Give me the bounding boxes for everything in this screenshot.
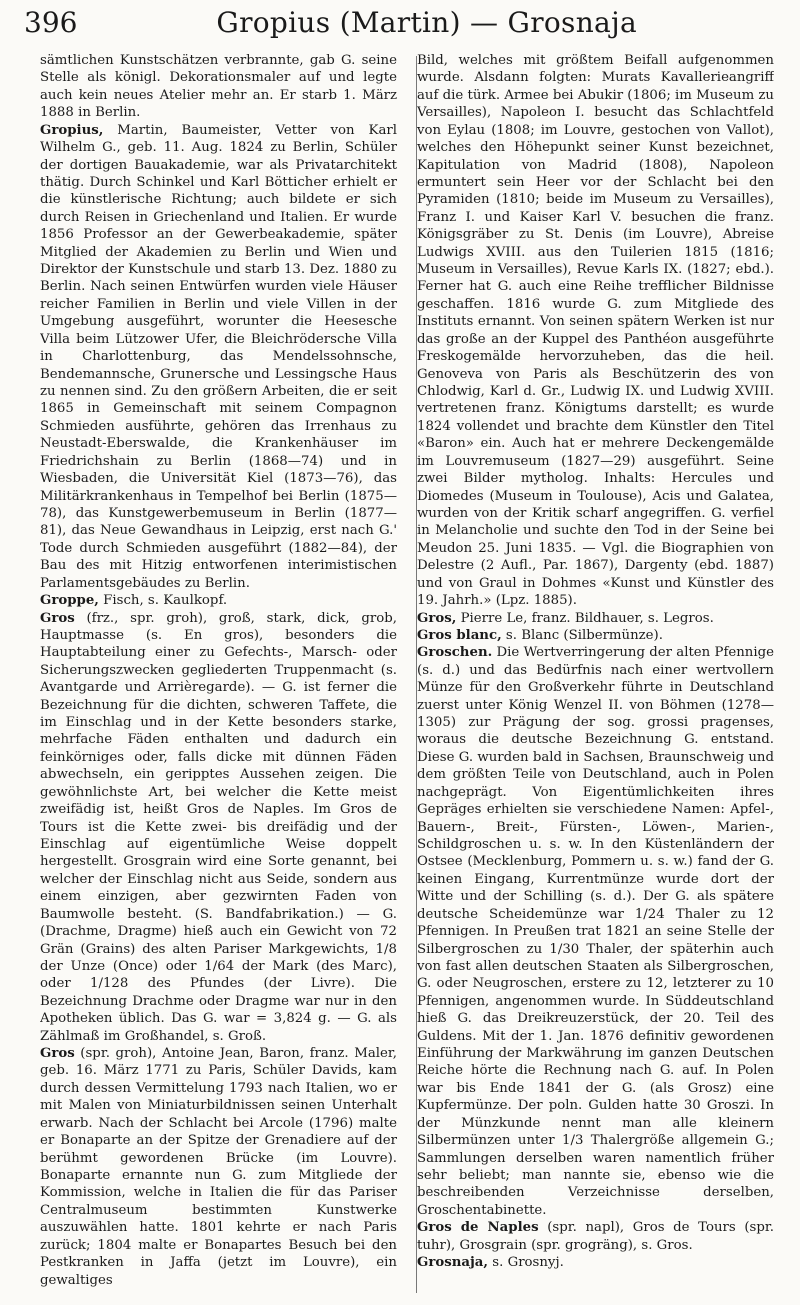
entry bbox=[40, 1045, 397, 1289]
entry bbox=[417, 610, 774, 627]
entry bbox=[417, 627, 774, 644]
page-number: 396 bbox=[24, 6, 78, 39]
entry-text: sämtlichen Kunstschätzen verbrannte, gab G. seine Stelle als königl. Dekorationsmaler auf und legte auch kein neues Atelier mehr an. Er starb 1. März 1888 in Berlin. bbox=[40, 53, 397, 121]
entry-headword: Groppe, bbox=[40, 593, 99, 609]
entry bbox=[40, 122, 397, 592]
entry-headword: Gros blanc, bbox=[417, 627, 502, 643]
entry-text: (spr. napl), Gros de Tours (spr. tuhr), Grosgrain (spr. grogräng), s. Gros. bbox=[417, 1220, 774, 1253]
entry-text: (frz., spr. groh), groß, stark, dick, grob, Hauptmasse (s. En gros), besonders die Hauptabteilung einer zu Gefechts-, Marsch- oder Sicherungszwecken gegliederten Truppenmacht (s. Avantgarde und Arrièregarde). — G. ist ferner die Bezeichnung für die dichten, schweren Taffete, die im Einschlag und in der Kette besonders starke, mehrfache Fäden enthalten und dadurch ein feinkörniges oder, falls dicke mit dünnen Fäden abwechseln, ein geripptes Aussehen zeigen. Die gewöhnlichste Art, bei welcher die Kette meist zweifädig ist, heißt Gros de Naples. Im Gros de Tours ist die Kette zwei- bis dreifädig und der Einschlag auf eigentümliche Weise doppelt hergestellt. Grosgrain wird eine Sorte genannt, bei welcher der Einschlag nicht aus Seide, sondern aus einem einzigen, aber gezwirnten Faden von Baumwolle besteht. (S. Bandfabrikation.) — G. (Drachme, Dragme) hieß auch ein Gewicht von 72 Grän (Grains) des alten Pariser Markgewichts, 1/8 der Unze (Once) oder 1/64 der Mark (des Marc), oder 1/128 des Pfundes (der Livre). Die Bezeichnung Drachme oder Dragme war nur in den Apotheken üblich. Das G. war = 3,824 g. — G. als Zählmaß im Großhandel, s. Groß. bbox=[40, 610, 397, 1044]
entry-text: Die Wertverringerung der alten Pfennige (s. d.) und das Bedürfnis nach einer wertvollern Münze für den Großverkehr führte in Deutschland zuerst unter König Wenzel II. von Böhmen (1278—1305) zur Prägung der sog. grossi pragenses, woraus die deutsche Bezeichnung G. entstand. Diese G. wurden bald in Sachsen, Braunschweig und dem größten Teile von Deutschland, auch in Polen nachgeprägt. Von Eigentümlichkeiten ihres Gepräges erhielten sie verschiedene Namen: Apfel-, Bauern-, Breit-, Fürsten-, Löwen-, Marien-, Schildgroschen u. s. w. In den Küstenländern der Ostsee (Mecklenburg, Pommern u. s. w.) fand der G. keinen Eingang, Kurrentmünze wurde dort der Witte und der Schilling (s. d.). Der G. als spätere deutsche Scheidemünze war 1/24 Thaler zu 12 Pfennigen. In Preußen trat 1821 an seine Stelle der Silbergroschen zu 1/30 Thaler, der späterhin auch von fast allen deutschen Staaten als Silbergroschen, G. oder Neugroschen, erstere zu 12, letzterer zu 10 Pfennigen, angenommen wurde. In Süddeutschland hieß G. das Dreikreuzerstück, der 20. Teil des Guldens. Mit der 1. Jan. 1876 definitiv gewordenen Einführung der Markwährung im ganzen Deutschen Reiche hörte die Rechnung nach G. auf. In Polen war bis Ende 1841 der G. (als Grosz) eine Kupfermünze. Der poln. Gulden hatte 30 Groszi. In der Münzkunde nennt man alle kleinern Silbermünzen unter 1/3 Thalergröße allgemein G.; Sammlungen derselben waren namentlich früher sehr beliebt; man nannte sie, ebenso wie die beschreibenden Verzeichnisse derselben, Groschentabinette. bbox=[417, 645, 774, 1218]
entry-headword: Gros de Naples bbox=[417, 1220, 539, 1236]
entry-text: Pierre Le, franz. Bildhauer, s. Legros. bbox=[456, 610, 714, 626]
page-header bbox=[24, 6, 776, 50]
entry-text: Fisch, s. Kaulkopf. bbox=[98, 593, 228, 609]
entry-headword: Groschen. bbox=[417, 645, 493, 661]
entry-headword: Gros bbox=[40, 610, 75, 626]
entry-headword: Gros, bbox=[417, 610, 457, 626]
entry bbox=[40, 592, 397, 609]
running-head: Gropius (Martin) — Grosnaja bbox=[216, 6, 638, 39]
text-columns bbox=[40, 52, 774, 1295]
entry-headword: Gropius, bbox=[40, 122, 104, 138]
entry-headword: Grosnaja, bbox=[417, 1255, 489, 1271]
entry-text: s. Grosnyj. bbox=[488, 1255, 564, 1271]
entry bbox=[40, 610, 397, 1046]
right-column bbox=[417, 52, 774, 1295]
entry bbox=[417, 1219, 774, 1254]
entry-text: Bild, welches mit größtem Beifall aufgenommen wurde. Alsdann folgten: Murats Kavallerieangriff auf die türk. Armee bei Abukir (1806; im Museum zu Versailles), Napoleon I. besucht das Schlachtfeld von Eylau (1808; im Louvre, gestochen von Vallot), welches den Höhepunkt seiner Kunst bezeichnet, Kapitulation von Madrid (1808), Napoleon ermuntert sein Heer vor der Schlacht bei den Pyramiden (1810; beide im Museum zu Versailles), Franz I. und Kaiser Karl V. besuchen die franz. Königsgräber zu St. Denis (im Louvre), Abreise Ludwigs XVIII. aus den Tuilerien 1815 (1816; Museum in Versailles), Revue Karls IX. (1827; ebd.). Ferner hat G. auch eine Reihe trefflicher Bildnisse geschaffen. 1816 wurde G. zum Mitgliede des Instituts ernannt. Von seinen spätern Werken ist nur das große an der Kuppel des Panthéon ausgeführte Freskogemälde hervorzuheben, das die heil. Genoveva von Paris als Beschützerin des von Chlodwig, Karl d. Gr., Ludwig IX. und Ludwig XVIII. vertretenen franz. Königtums darstellt; es wurde 1824 vollendet und brachte dem Künstler den Titel «Baron» ein. Auch hat er mehrere Deckengemälde im Louvremuseum (1827—29) ausgeführt. Seine zwei Bilder mytholog. Inhalts: Hercules und Diomedes (Museum in Toulouse), Acis und Galatea, wurden von der Kritik scharf angegriffen. G. verfiel in Melancholie und suchte den Tod in der Seine bei Meudon 25. Juni 1835. — Vgl. die Biographien von Delestre (2 Aufl., Par. 1867), Dargenty (ebd. 1887) und von Graul in Dohmes «Kunst und Künstler des 19. Jahrh.» (Lpz. 1885). bbox=[417, 53, 774, 609]
entry bbox=[417, 52, 774, 610]
entry bbox=[40, 52, 397, 122]
left-column bbox=[40, 52, 397, 1295]
entry bbox=[417, 1254, 774, 1271]
entry-text: s. Blanc (Silbermünze). bbox=[501, 627, 663, 643]
entry-text: (spr. groh), Antoine Jean, Baron, franz. Maler, geb. 16. März 1771 zu Paris, Schüler Davids, kam durch dessen Vermittelung 1793 nach Italien, wo er mit Malen von Miniaturbildnissen seinen Unterhalt erwarb. Nach der Schlacht bei Arcole (1796) malte er Bonaparte an der Spitze der Grenadiere auf der berühmt gewordenen Brücke (im Louvre). Bonaparte ernannte nun G. zum Mitgliede der Kommission, welche in Italien die für das Pariser Centralmuseum bestimmten Kunstwerke auszuwählen hatte. 1801 kehrte er nach Paris zurück; 1804 malte er Bonapartes Besuch bei den Pestkranken in Jaffa (jetzt im Louvre), ein gewaltiges bbox=[40, 1046, 397, 1288]
entry-text: Martin, Baumeister, Vetter von Karl Wilhelm G., geb. 11. Aug. 1824 zu Berlin, Schüler der dortigen Bauakademie, war als Privatarchitekt thätig. Durch Schinkel und Karl Bötticher erhielt er die künstlerische Richtung; auch bildete er sich durch Reisen in Griechenland und Italien. Er wurde 1856 Professor an der Gewerbeakademie, später Mitglied der Akademien zu Berlin und Wien und Direktor der Kunstschule und starb 13. Dez. 1880 zu Berlin. Nach seinen Entwürfen wurden viele Häuser reicher Familien in Berlin und viele Villen in der Umgebung ausgeführt, worunter die Heesesche Villa beim Lützower Ufer, die Bleichrödersche Villa in Charlottenburg, das Mendelssohnsche, Bendemannsche, Grunersche und Lessingsche Haus zu nennen sind. Zu den größern Arbeiten, die er seit 1865 in Gemeinschaft mit seinem Compagnon Schmieden ausführte, gehören das Irrenhaus zu Neustadt-Eberswalde, die Krankenhäuser im Friedrichshain zu Berlin (1868—74) und in Wiesbaden, die Universität Kiel (1873—76), das Militärkrankenhaus in Tempelhof bei Berlin (1875—78), das Kunstgewerbemuseum in Berlin (1877—81), das Neue Gewandhaus in Leipzig, erst nach G.' Tode durch Schmieden ausgeführt (1882—84), der Bau des mit Hitzig entworfenen interimistischen Parlamentsgebäudes zu Berlin. bbox=[40, 122, 397, 591]
entry-headword: Gros bbox=[40, 1046, 75, 1062]
entry bbox=[417, 644, 774, 1219]
